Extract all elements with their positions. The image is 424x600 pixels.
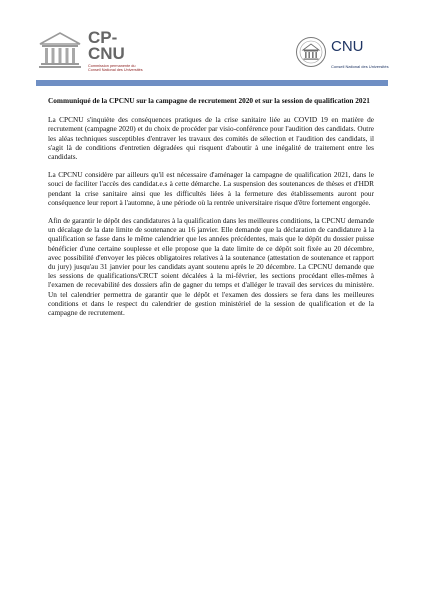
document-body	[48, 96, 374, 326]
cpcnu-logo-name-line2: CNU	[88, 44, 125, 64]
cpcnu-logo-subtitle	[88, 64, 163, 73]
paragraph-2: La CPCNU considère par ailleurs qu'il est nécessaire d'aménager la campagne de qualification 2021, dans le souci de faciliter l'accès des candidat.e.s à cette démarche. La suspension des soutenances de thèses et d'HDR pendant la crise sanitaire ainsi que les difficultés liées à la fermeture des établissements auront pour conséquence leur report à l'automne, à une période où la rentrée universitaire risque d'être fortement engorgée.	[48, 170, 374, 207]
cnu-logo-subtitle: Conseil National des Universités	[331, 64, 389, 69]
document-title: Communiqué de la CPCNU sur la campagne de recrutement 2020 et sur la session de qualification 2021	[48, 96, 370, 105]
cpcnu-logo-subtitle-line2: Conseil National des Universités	[88, 68, 143, 73]
temple-columns-icon	[36, 30, 84, 70]
cpcnu-logo	[36, 28, 151, 76]
cpcnu-logo-subtitle-line1: Commission permanente du	[88, 64, 136, 68]
page-header	[0, 0, 424, 90]
cpcnu-logo-name	[88, 30, 125, 62]
paragraph-1: La CPCNU s'inquiète des conséquences pratiques de la crise sanitaire liée au COVID 19 en matière de recrutement (campagne 2020) et du choix de procéder par visio-conférence pour l'audition des candidats. Outre les aléas techniques susceptibles d'entraver les travaux des comités de sélection et l'audition des candidats, il s'agit là de conditions d'entretien dégradées qui risquent d'aboutir à une inégalité de traitement entre les candidats.	[48, 115, 374, 162]
header-divider-bar	[36, 80, 388, 86]
cnu-logo-name: CNU	[331, 38, 364, 55]
cnu-logo	[293, 36, 393, 80]
paragraph-3: Afin de garantir le dépôt des candidatures à la qualification dans les meilleures conditions, la CPCNU demande un décalage de la date limite de soutenance au 16 janvier. Elle demande que la déclaration de candidature à la qualification se fasse dans le même calendrier que les années précédentes, mais que le dépôt du dossier puisse bénéficier d'une certaine souplesse et elle propose que la date limite de ce dépôt soit fixée au 20 décembre, avec possibilité d'envoyer les pièces obligatoires relatives à la soutenance (attestation de soutenance et rapport du jury) jusqu'au 31 janvier pour les candidats ayant soutenu après le 20 décembre. La CPCNU demande que les sessions de qualifications/CRCT soient décalées à la mi-février, les sections procédant elles-mêmes à l'examen de recevabilité des dossiers afin de gagner du temps et d'alléger le travail des services du ministère. Un tel calendrier permettra de garantir que le dépôt et l'examen des dossiers se fera dans les meilleures conditions et dans le respect du calendrier de gestion ministériel de la session de qualification et de la campagne de recrutement.	[48, 216, 374, 318]
cpcnu-logo-name-line1: CP-	[88, 28, 118, 47]
seal-icon	[295, 36, 327, 68]
